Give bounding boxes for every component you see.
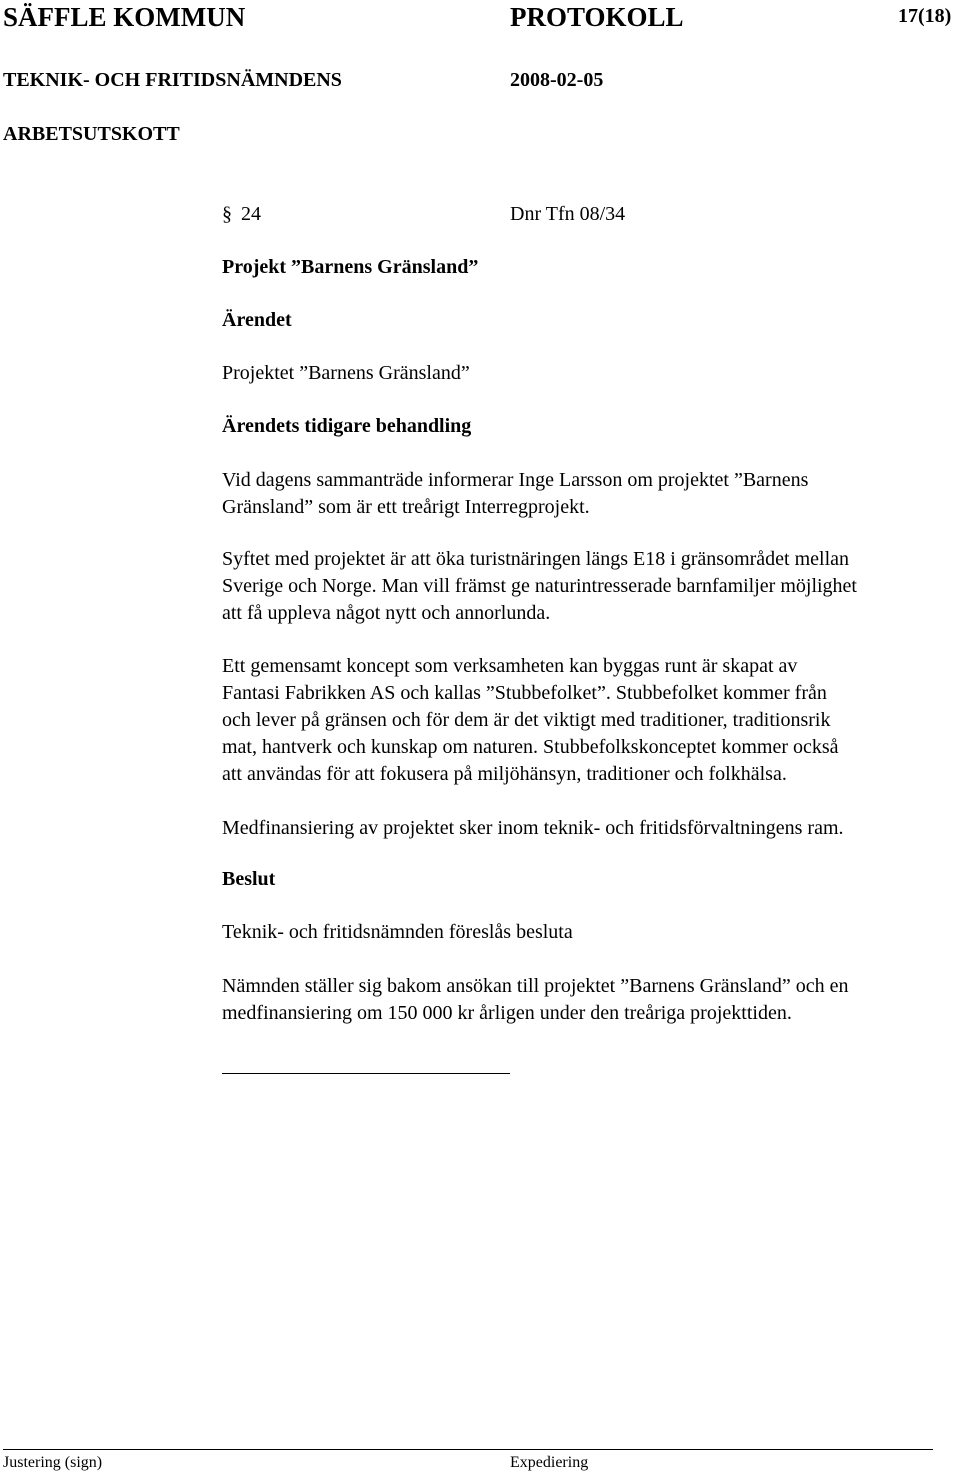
section-separator [222, 1073, 510, 1074]
subcommittee-name: ARBETSUTSKOTT [3, 123, 180, 145]
history-para3-line1: Ett gemensamt koncept som verksamheten kan byggas runt är skapat av [222, 655, 798, 677]
expediering-label: Expediering [510, 1454, 589, 1471]
history-paragraph-3 [222, 653, 952, 788]
arendet-text: Projektet ”Barnens Gränsland” [222, 362, 470, 384]
diary-reference: Dnr Tfn 08/34 [510, 203, 626, 225]
history-para3-line5: att användas för att fokusera på miljöhänsyn, traditioner och folkhälsa. [222, 763, 787, 785]
history-para1-line2: Gränsland” som är ett treårigt Interregprojekt. [222, 496, 590, 518]
history-para2-line1: Syftet med projektet är att öka turistnäringen längs E18 i gränsområdet mellan [222, 548, 850, 570]
history-para2-line2: Sverige och Norge. Man vill främst ge naturintresserade barnfamiljer möjlighet [222, 575, 857, 597]
footer-rule [3, 1449, 933, 1450]
beslut-line2: medfinansiering om 150 000 kr årligen under den treåriga projekttiden. [222, 1002, 792, 1024]
municipality-name: SÄFFLE KOMMUN [3, 2, 246, 32]
meeting-date: 2008-02-05 [510, 69, 604, 91]
item-number: 24 [241, 203, 261, 225]
beslut-heading: Beslut [222, 868, 276, 890]
item-title: Projekt ”Barnens Gränsland” [222, 256, 479, 278]
page-number: 17(18) [898, 5, 952, 27]
history-para3-line4: mat, hantverk och kunskap om naturen. Stubbefolkskonceptet kommer också [222, 736, 839, 758]
history-paragraph-4 [222, 815, 952, 842]
beslut-intro: Teknik- och fritidsnämnden föreslås besluta [222, 921, 573, 943]
history-para3-line2: Fantasi Fabrikken AS och kallas ”Stubbefolket”. Stubbefolket kommer från [222, 682, 827, 704]
justering-label: Justering (sign) [3, 1454, 103, 1471]
history-paragraph-1 [222, 467, 952, 521]
history-para1-line1: Vid dagens sammanträde informerar Inge Larsson om projektet ”Barnens [222, 469, 809, 491]
history-para3-line3: och lever på gränsen och för dem är det viktigt med traditioner, traditionsrik [222, 709, 831, 731]
beslut-line1: Nämnden ställer sig bakom ansökan till projektet ”Barnens Gränsland” och en [222, 975, 849, 997]
history-paragraph-2 [222, 546, 952, 627]
section-symbol: § [222, 203, 232, 225]
arendet-heading: Ärendet [222, 309, 292, 331]
committee-name: TEKNIK- OCH FRITIDSNÄMNDENS [3, 69, 342, 91]
history-para2-line3: att få uppleva något nytt och annorlunda. [222, 602, 551, 624]
document-type: PROTOKOLL [510, 2, 684, 32]
history-heading: Ärendets tidigare behandling [222, 415, 472, 437]
beslut-decision [222, 973, 952, 1027]
history-para4: Medfinansiering av projektet sker inom teknik- och fritidsförvaltningens ram. [222, 817, 844, 839]
